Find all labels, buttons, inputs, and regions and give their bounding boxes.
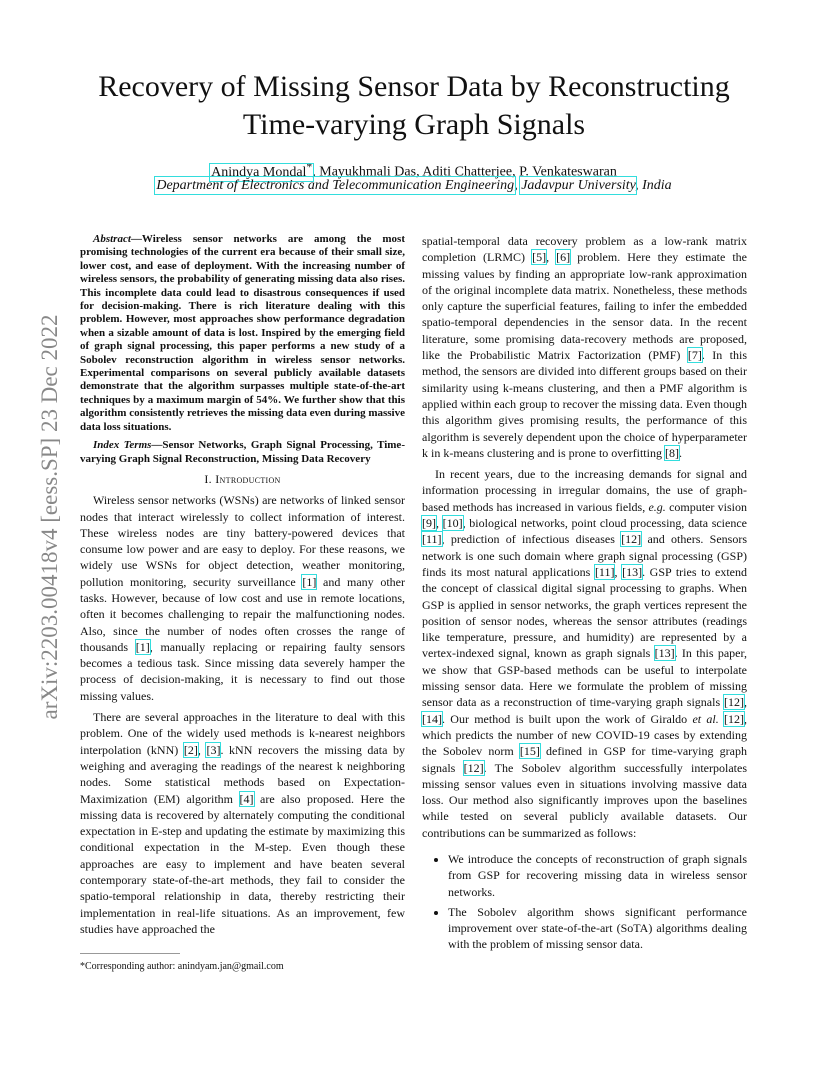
citation-link[interactable]: [12] bbox=[621, 532, 642, 547]
arxiv-identifier-stamp: arXiv:2203.00418v4 [eess.SP] 23 Dec 2022 bbox=[37, 314, 62, 720]
left-column bbox=[80, 233, 405, 942]
department-link[interactable]: Department of Electronics and Telecommunication Engineering bbox=[156, 178, 515, 193]
citation-link[interactable]: [8] bbox=[664, 445, 679, 460]
right-column bbox=[422, 233, 747, 957]
paper-title bbox=[60, 68, 768, 144]
citation-link[interactable]: [14] bbox=[422, 711, 442, 726]
section-heading-introduction bbox=[80, 471, 405, 487]
citation-link[interactable]: [7] bbox=[687, 348, 702, 363]
section-number: I. bbox=[204, 471, 216, 486]
citation-link[interactable]: [5] bbox=[532, 250, 547, 265]
section-title: Introduction bbox=[215, 471, 281, 486]
footnote-corresponding-author: *Corresponding author: anindyam.jan@gmail.com bbox=[80, 961, 284, 972]
index-terms-label: Index Terms bbox=[93, 439, 152, 452]
intro-paragraph-4: In recent years, due to the increasing demands for signal and information processing in irregular domains, the use of graph-based methods has increased in various fields, e.g. computer vision [9], [10], biological networks, point cloud processing, data science [11], prediction of infectious diseases [12] and others. Sensors network is one such domain where graph signal processing (GSP) finds its most natural applications [11], [13]. GSP tries to extend the concept of classical digital signal processing to graphs. When GSP is applied in sensor networks, the graph vertices represent the position of sensor nodes, whereas the sensor attributes (readings like temperature, pressure, and humidity) are represented by a vertex-indexed signal, known as graph signals [13]. In this paper, we show that GSP-based methods can be useful to interpolate missing sensor data. Here we formulate the problem of missing sensor data as a reconstruction of time-varying graph signals [12], [14]. Our method is built upon the work of Giraldo et al. [12], which predicts the number of new COVID-19 cases by extending the Sobolev norm [15] defined in GSP for time-varying graph signals [12]. The Sobolev algorithm successfully interpolates missing sensor values even in situations involving massive data loss. Our method also significantly improves upon the baselines while tested on several publicly available datasets. Our contributions can be summarized as follows: bbox=[422, 467, 748, 840]
affiliation-country: , India bbox=[635, 178, 672, 193]
abstract-label: Abstract bbox=[93, 233, 131, 245]
contributions-list bbox=[422, 851, 747, 953]
contribution-item: • The Sobolev algorithm shows significant performance improvement over state-of-the-art (SoTA) algorithms dealing with the problem of missing sensor data. bbox=[448, 904, 747, 953]
abstract bbox=[80, 233, 405, 434]
contribution-item: • We introduce the concepts of reconstruction of graph signals from GSP for recovering missing data in wireless sensor networks. bbox=[448, 851, 747, 900]
footnote-rule bbox=[80, 953, 180, 954]
citation-link[interactable]: [12] bbox=[724, 711, 744, 726]
citation-link[interactable]: [3] bbox=[206, 742, 221, 757]
citation-link[interactable]: [12] bbox=[463, 760, 484, 775]
citation-link[interactable]: [4] bbox=[239, 791, 254, 806]
index-terms bbox=[80, 439, 405, 466]
title-line-2: Time-varying Graph Signals bbox=[242, 108, 586, 141]
citation-link[interactable]: [2] bbox=[183, 742, 198, 757]
citation-link[interactable]: [13] bbox=[622, 564, 643, 579]
title-line-1: Recovery of Missing Sensor Data by Reconstructing bbox=[98, 70, 730, 103]
citation-link[interactable]: [12] bbox=[724, 695, 744, 710]
author-star: * bbox=[306, 160, 313, 173]
citation-link[interactable]: [9] bbox=[422, 516, 436, 531]
intro-paragraph-1: Wireless sensor networks (WSNs) are networks of linked sensor nodes that interact wirelessly to collect information of interest. These wireless nodes are tiny battery-powered devices that consume low power and are easy to deploy. For these reasons, we widely use WSNs for object detection, weather monitoring, pollution monitoring, security surveillance [1] and many other tasks. However, because of low cost and use in remote locations, often it becomes challenging to repair the malfunctioning nodes. Also, since the number of nodes often crosses the range of thousands [1], manually replacing or repairing faulty sensors becomes a tedious task. Since missing data severely hamper the process of decision-making, it is necessary to find out those missing values. bbox=[80, 493, 406, 703]
first-author-name: Anindya Mondal bbox=[211, 164, 307, 180]
other-authors: , Mayukhmali Das, Aditi Chatterjee, P. Venkateswaran bbox=[312, 164, 617, 180]
citation-link[interactable]: [15] bbox=[519, 744, 540, 759]
citation-link[interactable]: [13] bbox=[654, 646, 675, 661]
intro-paragraph-3: spatial-temporal data recovery problem as a low-rank matrix completion (LRMC) [5], [6] problem. Here they estimate the missing values by finding an appropriate low-rank approximation of the original incomplete data matrix. Nonetheless, these methods only capture the superficial features, failing to infer the embedded spatio-temporal dependencies in the sensor data. In the recent literature, some promising data-recovery methods are proposed, like the Probabilistic Matrix Factorization (PMF) [7]. In this method, the sensors are divided into different groups based on their similarity using k-means clustering, and then a PMF algorithm is applied within each group to recover the missing data. Even though this algorithm gives promising results, the performance of this algorithm is severely dependent upon the choice of hyperparameter k in k-means clustering and is prone to overfitting [8]. bbox=[422, 234, 748, 460]
citation-link[interactable]: [1] bbox=[302, 574, 317, 589]
citation-link[interactable]: [1] bbox=[135, 639, 150, 654]
intro-paragraph-2: There are several approaches in the literature to deal with this problem. One of the widely used methods is k-nearest neighbors interpolation (kNN) [2], [3]. kNN recovers the missing data by weighing and averaging the readings of the nearest k neighboring nodes. Some statistical methods based on Expectation-Maximization (EM) algorithm [4] are also proposed. Here the missing data is recovered by alternately computing the conditional expectation in E-step and updating the estimate by maximizing this conditional expectation in the M-step. Even though these approaches are easy to implement and have beaten several contemporary state-of-the-art methods, they fail to consider the spatio-temporal relationship in data, thereby restricting their implementation in real-life situations. As an improvement, few studies have approached the bbox=[80, 710, 405, 936]
index-terms-text: —Sensor Networks, Graph Signal Processing, Time-varying Graph Signal Reconstruction, Missing Data Recovery bbox=[80, 439, 405, 465]
citation-link[interactable]: [11] bbox=[422, 532, 442, 547]
university-link[interactable]: Jadavpur University bbox=[521, 178, 636, 193]
citation-link[interactable]: [6] bbox=[556, 250, 571, 265]
affiliation bbox=[60, 177, 768, 195]
citation-link[interactable]: [11] bbox=[594, 564, 615, 579]
citation-link[interactable]: [10] bbox=[442, 516, 463, 531]
affiliation-separator: , bbox=[514, 178, 522, 193]
abstract-text: —Wireless sensor networks are among the most promising technologies of the current era because of their small size, lower cost, and ease of deployment. With the increasing number of wireless sensors, the probability of generating missing data also rises. This incomplete data could lead to disastrous consequences if used for decision-making. There is rich literature dealing with this problem. However, most approaches show performance degradation when a sizable amount of data is lost. Inspired by the emerging field of graph signal processing, this paper performs a new study of a Sobolev reconstruction algorithm in wireless sensor networks. Experimental comparisons on several publicly available datasets demonstrate that the algorithm surpasses multiple state-of-the-art techniques by a maximum margin of 54%. We further show that this algorithm consistently retrieves the missing data even during massive data loss situations. bbox=[80, 233, 405, 433]
